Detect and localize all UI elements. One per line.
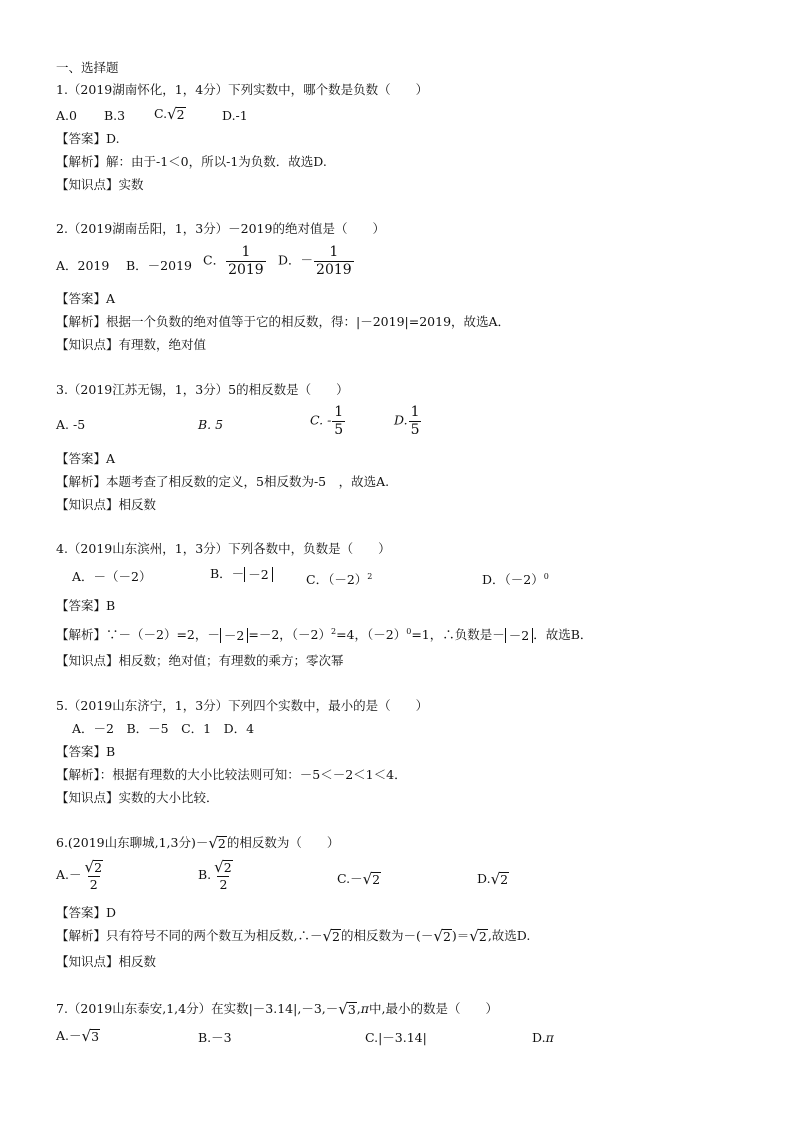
q6-option-c: C.－ √ 2 bbox=[337, 870, 381, 888]
q5-answer: 【答案】B bbox=[56, 744, 116, 759]
q4-answer: 【答案】B bbox=[56, 598, 116, 613]
fraction-1-over-5: $\frac{1}{5}$ bbox=[410, 404, 420, 438]
q2-option-a: A．2019 bbox=[56, 258, 110, 273]
q2-analysis: 【解析】根据一个负数的绝对值等于它的相反数，得：|－2019|=2019，故选A． bbox=[56, 314, 511, 329]
sqrt-3: √ 3 bbox=[81, 1027, 100, 1045]
q2-knowledge: 【知识点】有理数，绝对值 bbox=[56, 337, 207, 352]
q6-analysis: 【解析】只有符号不同的两个数互为相反数,∴－ √ 2 的相反数为－(－ √ 2 )＝ √ 2 ,故选D. bbox=[56, 927, 531, 945]
q2-answer: 【答案】A bbox=[56, 291, 116, 306]
q1-knowledge: 【知识点】实数 bbox=[56, 177, 144, 192]
q3-answer: 【答案】A bbox=[56, 451, 116, 466]
q7-option-d: D.π bbox=[532, 1030, 554, 1045]
q6-stem: 6.(2019山东聊城,1,3分)－ √ 2 的相反数为（ ） bbox=[56, 834, 340, 852]
q4-stem: 4.（2019山东滨州，1，3分）下列各数中，负数是（ ） bbox=[56, 541, 391, 556]
q3-option-c-label: C. - bbox=[310, 412, 332, 428]
fraction-1-over-2019: $\frac{1}{2019}$ bbox=[228, 244, 264, 278]
q6-option-b: B. √ 2 2 bbox=[198, 860, 236, 891]
q1-option-a: A.0 bbox=[56, 108, 77, 123]
q3-analysis: 【解析】本题考查了相反数的定义，5相反数为-5 ，故选A. bbox=[56, 474, 390, 489]
q7-option-b: B.－3 bbox=[198, 1030, 232, 1045]
q6-option-d: D. √ 2 bbox=[477, 870, 509, 888]
sqrt-3: √ 3 bbox=[338, 1000, 356, 1018]
q7-option-a: A.－ √ 3 bbox=[56, 1027, 100, 1045]
q1-option-c bbox=[154, 106, 186, 122]
q5-options: A．－2 B．－5 C．1 D．4 bbox=[72, 721, 255, 736]
fraction-sqrt2-over-2: √ 2 2 bbox=[214, 858, 232, 892]
q4-option-d: D．$(-2)^0$ bbox=[482, 572, 549, 588]
section-title: 一、选择题 bbox=[56, 60, 119, 75]
q2-option-b: B．－2019 bbox=[126, 258, 192, 273]
sqrt-2: √ 2 bbox=[167, 105, 185, 123]
q4-option-c: C．$(-2)^2$ bbox=[306, 572, 373, 588]
absolute-value: －2 bbox=[244, 567, 272, 583]
q4-option-a: A．－（－2） bbox=[72, 569, 152, 584]
q4-knowledge: 【知识点】相反数；绝对值；有理数的乘方；零次幂 bbox=[56, 653, 344, 668]
fraction-sqrt2-over-2: √ 2 2 bbox=[84, 858, 103, 892]
q1-option-c-label: C. bbox=[154, 106, 168, 121]
q3-option-a: A. -5 bbox=[56, 417, 86, 432]
absolute-value: －2 bbox=[505, 628, 533, 644]
q6-knowledge: 【知识点】相反数 bbox=[56, 954, 157, 969]
fraction-1-over-2019: $\frac{1}{2019}$ bbox=[316, 244, 352, 278]
fraction-1-over-5: $\frac{1}{5}$ bbox=[334, 404, 344, 438]
q3-stem: 3.（2019江苏无锡，1，3分）5的相反数是（ ） bbox=[56, 382, 349, 397]
q2-option-d-label: D．－ bbox=[278, 252, 314, 268]
q4-option-b bbox=[210, 566, 273, 582]
q4-option-b-label: B．－ bbox=[210, 566, 245, 581]
sqrt-2: √ 2 bbox=[362, 870, 381, 888]
q3-option-c bbox=[310, 405, 346, 437]
q7-option-c: C.|－3.14| bbox=[365, 1030, 427, 1045]
q3-option-b: B. 5 bbox=[198, 417, 224, 432]
q4-analysis: 【解析】∵－（－2）=2，－ －2 =－2，$(-2)^2=4$，$(-2)^0=1$，∴负数是－ －2 ．故选B． bbox=[56, 627, 593, 643]
q2-stem: 2.（2019湖南岳阳，1，3分）－2019的绝对值是（ ） bbox=[56, 221, 385, 236]
q2-option-c bbox=[203, 245, 267, 277]
absolute-value: －2 bbox=[220, 628, 248, 644]
q3-option-d-label: D. bbox=[394, 412, 408, 428]
sqrt-2: √ 2 bbox=[208, 834, 226, 852]
q1-analysis: 【解析】解：由于-1＜0，所以-1为负数．故选D. bbox=[56, 154, 327, 169]
q5-analysis: 【解析】：根据有理数的大小比较法则可知：－5＜－2＜1＜4． bbox=[56, 767, 407, 782]
sqrt-2: √ 2 bbox=[490, 870, 509, 888]
q3-knowledge: 【知识点】相反数 bbox=[56, 497, 157, 512]
q3-option-d bbox=[394, 405, 422, 437]
q1-answer: 【答案】D. bbox=[56, 131, 120, 146]
q1-stem: 1.（2019湖南怀化，1，4分）下列实数中，哪个数是负数（ ） bbox=[56, 82, 429, 97]
q2-option-c-label: C． bbox=[203, 252, 226, 268]
q6-answer: 【答案】D bbox=[56, 905, 117, 920]
q2-option-d bbox=[278, 245, 355, 277]
q1-option-d: D.-1 bbox=[222, 108, 248, 123]
q1-option-b: B.3 bbox=[104, 108, 126, 123]
q5-stem: 5.（2019山东济宁，1，3分）下列四个实数中，最小的是（ ） bbox=[56, 698, 429, 713]
q6-option-a: A.－ √ 2 2 bbox=[56, 860, 106, 891]
q5-knowledge: 【知识点】实数的大小比较． bbox=[56, 790, 219, 805]
q7-stem: 7.（2019山东泰安,1,4分）在实数|－3.14|,－3,－ √ 3 ,π中,最小的数是（ ） bbox=[56, 1000, 498, 1018]
